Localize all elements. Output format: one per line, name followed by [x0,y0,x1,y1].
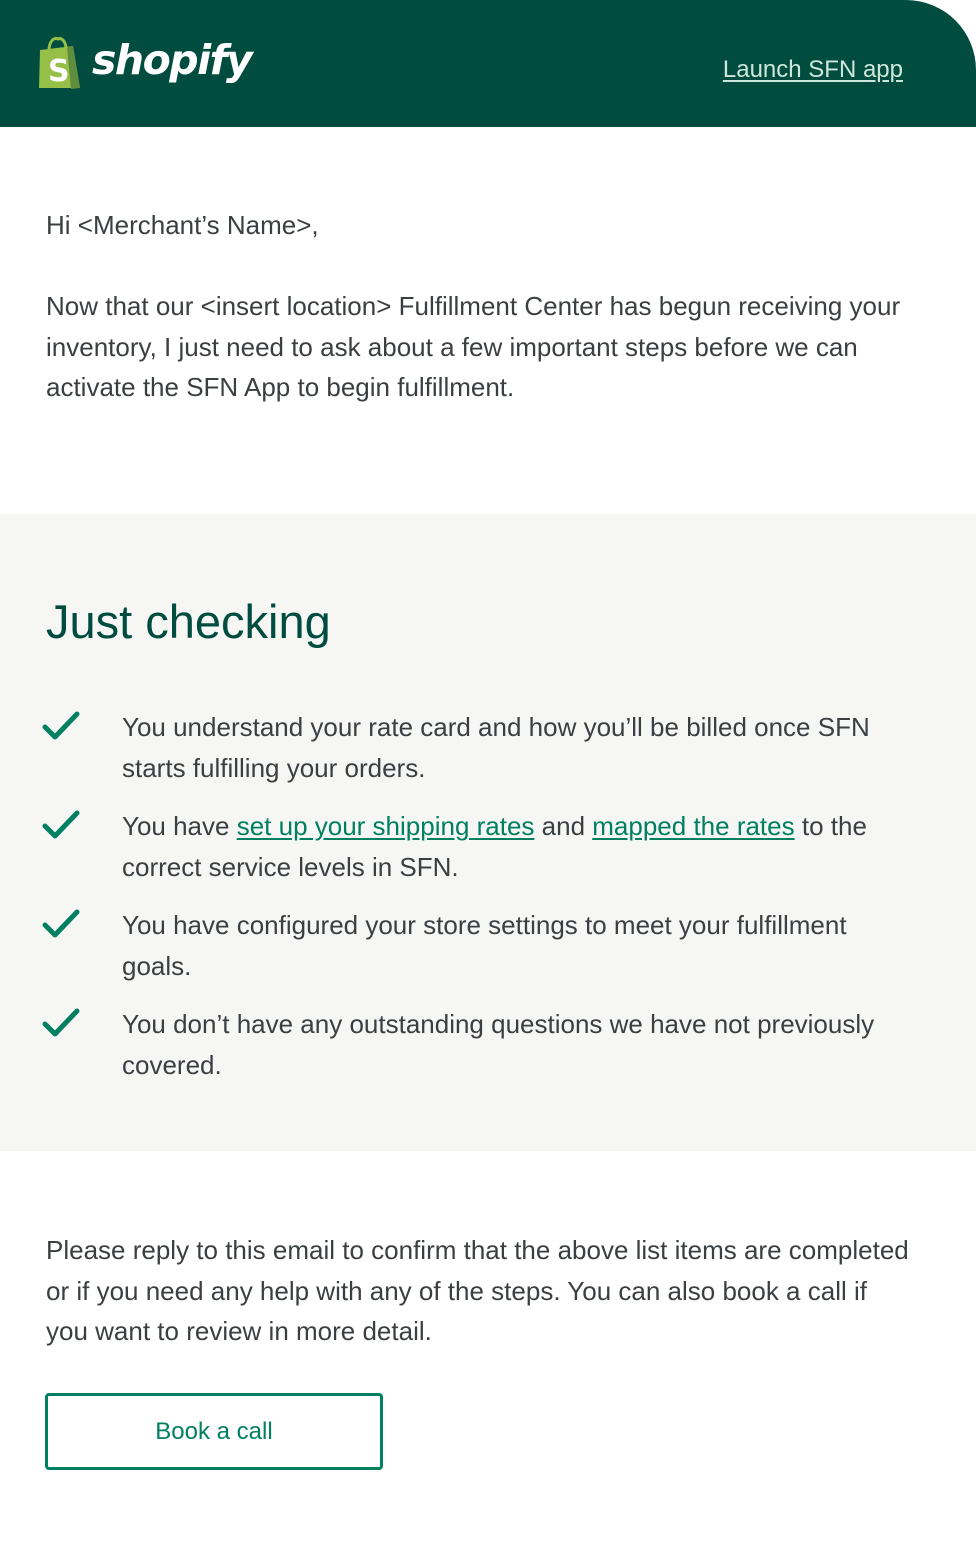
shopify-bag-icon [37,36,83,90]
checkmark-icon [42,710,80,742]
checkmark-icon [42,809,80,841]
checklist-item-text [122,806,902,887]
checklist-item-text-part: and [534,811,593,841]
outro-paragraph: Please reply to this email to confirm that the above list items are completed or if you need any help with any of the steps. You can also book a call if you want to review in more detail. [46,1235,909,1346]
launch-sfn-app-link[interactable]: Launch SFN app [722,56,903,83]
logo-wordmark: shopify [92,35,252,84]
greeting: Hi <Merchant’s Name>, [46,210,319,240]
checklist-item-text: You understand your rate card and how you’ll be billed once SFN starts fulfilling your orders. [122,712,870,783]
checklist-item-text-part: to the correct service levels in SFN. [122,811,867,882]
mapped-rates-link[interactable]: mapped the rates [592,811,795,841]
checklist-title: Just checking [46,595,331,648]
checklist-item-text-part: You have [122,811,237,841]
checklist-item-text: You have configured your store settings to meet your fulfillment goals. [122,910,847,981]
checkmark-icon [42,1007,80,1039]
checklist-section [0,514,976,1151]
checklist-item-text: You don’t have any outstanding questions we have not previously covered. [122,1009,875,1080]
shipping-rates-link[interactable]: set up your shipping rates [236,811,535,841]
email-header [0,0,976,127]
checkmark-icon [42,908,80,940]
intro-paragraph: Now that our <insert location> Fulfillment Center has begun receiving your inventory, I just need to ask about a few important steps before we can activate the SFN App to begin fulfillment. [46,291,901,402]
shopify-logo[interactable] [37,36,251,90]
svg-text:S: S [48,54,70,89]
book-a-call-button[interactable]: Book a call [45,1393,383,1470]
